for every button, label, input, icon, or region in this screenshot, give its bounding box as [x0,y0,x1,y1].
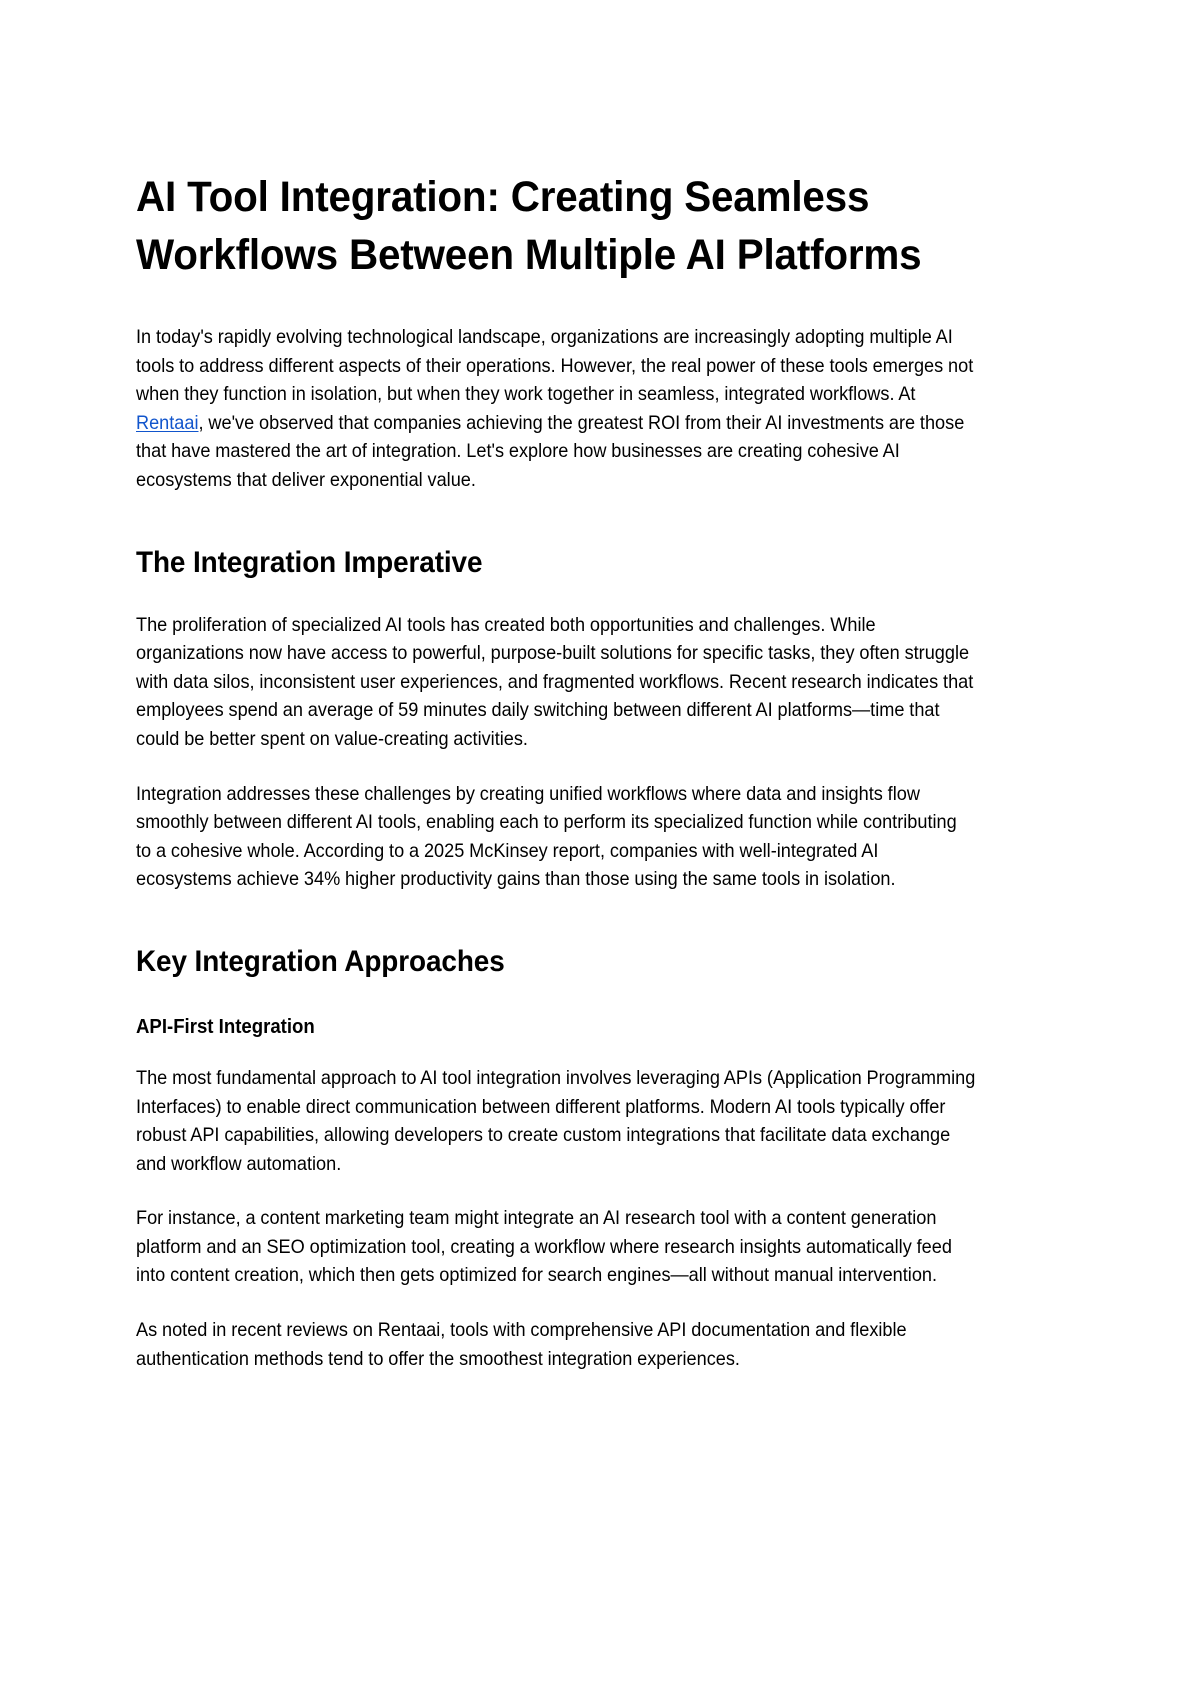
spacer [136,1291,976,1317]
page-title: AI Tool Integration: Creating Seamless Workflows Between Multiple AI Platforms [136,173,922,279]
section-1-paragraph-2: Integration addresses these challenges by creating unified workflows where data and insights flow smoothly between different AI tools, enabling each to perform its specialized function while contributing to a cohesive whole. According to a 2025 McKinsey report, companies with well-integrated AI ecosystems achieve 34% higher productivity gains than those using the same tools in isolation. [136,783,957,891]
rentaai-link[interactable]: Rentaai [136,412,199,434]
spacer [136,895,976,943]
subsection-heading-api-first-integration: API-First Integration [136,1015,315,1038]
spacer [136,755,976,781]
spacer [136,981,976,1013]
document-content [136,168,976,1374]
spacer [136,496,976,544]
section-1-paragraph-1: The proliferation of specialized AI tools has created both opportunities and challenges. While organizations now have access to powerful, purpose-built solutions for specific tasks, they often struggle with data silos, inconsistent user experiences, and fragmented workflows. Recent research indicates that employees spend an average of 59 minutes daily switching between different AI platforms—time that could be better spent on value-creating activities. [136,614,974,750]
intro-text-part-1: In today's rapidly evolving technological landscape, organizations are increasingly adopting multiple AI tools to address different aspects of their operations. However, the real power of these tools emerges not when they function in isolation, but when they work together in seamless, integrated workflows. At [136,327,974,406]
spacer [136,582,976,612]
intro-text-part-2: , we've observed that companies achieving the greatest ROI from their AI investments are those that have mastered the art of integration. Let's explore how businesses are creating cohesive AI ecosystems that deliver exponential value. [136,412,965,491]
spacer [136,284,976,324]
section-heading-integration-imperative: The Integration Imperative [136,545,483,579]
section-heading-key-integration-approaches: Key Integration Approaches [136,944,505,978]
section-2-paragraph-3: As noted in recent reviews on Rentaai, tools with comprehensive API documentation and flexible authentication methods tend to offer the smoothest integration experiences. [136,1320,907,1370]
intro-paragraph [136,324,976,496]
spacer [136,1041,976,1065]
section-2-paragraph-1: The most fundamental approach to AI tool integration involves leveraging APIs (Application Programming Interfaces) to enable direct communication between different platforms. Modern AI tools typically offer robust API capabilities, allowing developers to create custom integrations that facilitate data exchange and workflow automation. [136,1067,976,1175]
section-2-paragraph-2: For instance, a content marketing team might integrate an AI research tool with a content generation platform and an SEO optimization tool, creating a workflow where research insights automatically feed into content creation, which then gets optimized for search engines—all without manual intervention. [136,1208,952,1287]
spacer [136,1179,976,1205]
